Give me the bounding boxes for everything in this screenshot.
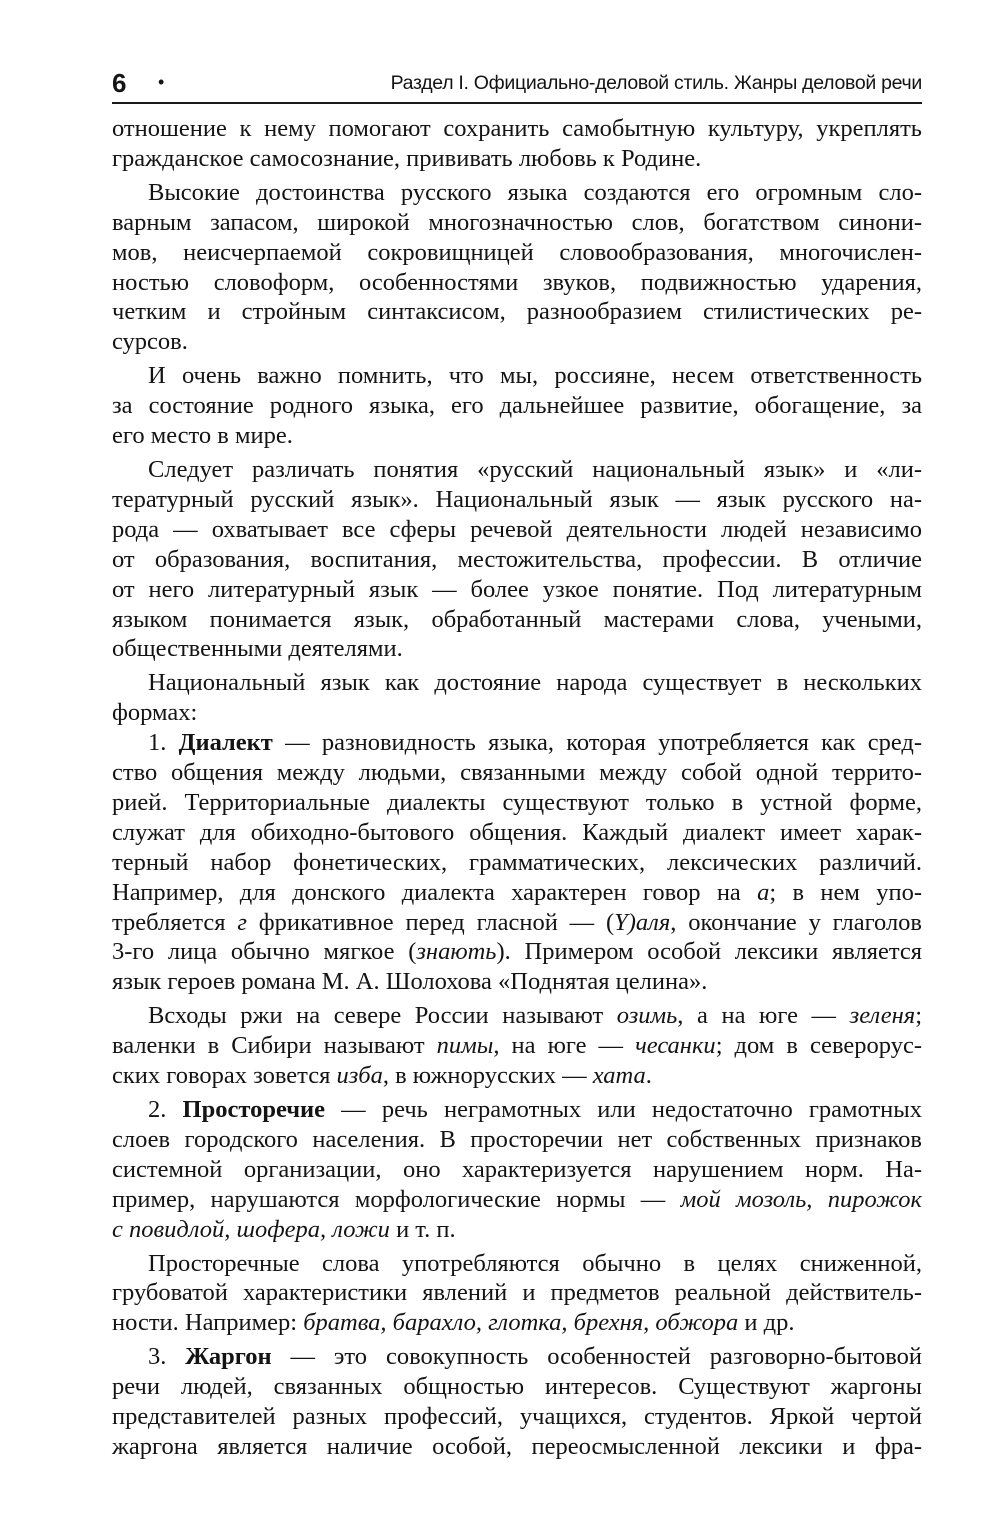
text-line	[112, 878, 922, 908]
page-number: 6	[112, 68, 127, 98]
text-line: формах:	[112, 699, 198, 727]
text-run: и т. п.	[389, 1215, 456, 1243]
paragraph	[112, 361, 922, 451]
text-line: ностью словоформ, особенностями звуков, подвижностью ударения,	[112, 268, 922, 296]
text-run: 3-го лица обычно мягкое (	[112, 938, 417, 966]
paragraph	[112, 1001, 922, 1091]
text-line: тературный русский язык». Национальный язык — язык русского на-	[112, 485, 922, 513]
list-number: 2.	[148, 1096, 183, 1123]
text-line: мов, неисчерпаемой сокровищницей словообразования, многочислен-	[112, 238, 922, 266]
text-run: пример, нарушаются морфологические нормы —	[112, 1185, 681, 1213]
text-line: жаргона является наличие особой, переосмысленной лексики и фра-	[112, 1432, 922, 1460]
text-line	[112, 1308, 922, 1338]
example-italic: чесанки	[635, 1032, 716, 1060]
paragraph-prostorechie	[112, 1095, 922, 1245]
text-line: общественными деятелями.	[112, 635, 403, 663]
text-line: Национальный язык как достояние народа существует в нескольких	[148, 669, 922, 697]
example-italic: а	[757, 878, 770, 906]
paragraph-dialect	[112, 728, 922, 997]
text-run: Например, для донского диалекта характерен говор на	[112, 878, 758, 906]
text-run: ). Примером особой лексики является	[496, 938, 922, 966]
text-line: Просторечные слова употребляются обычно в целях сниженной,	[148, 1249, 922, 1277]
text-run: , на юге —	[493, 1032, 636, 1060]
paragraph	[112, 178, 922, 357]
text-run: ности. Например:	[112, 1309, 304, 1337]
text-line: варным запасом, широкой многозначностью слов, богатством синони-	[112, 208, 922, 236]
example-italic: знають	[416, 938, 497, 966]
paragraph-jargon	[112, 1342, 922, 1462]
paragraph	[112, 114, 922, 174]
text-line: за состояние родного языка, его дальнейшее развитие, обогащение, за	[112, 392, 922, 420]
example-italic: озимь	[616, 1002, 678, 1030]
running-header	[112, 66, 922, 104]
text-run: .	[645, 1062, 652, 1090]
example-italic: мой мозоль, пирожок	[680, 1185, 923, 1213]
text-line: от образования, воспитания, местожительства, профессии. В отличие	[112, 545, 922, 573]
text-run: — это совокупность особенностей разговорно-бытовой	[271, 1343, 923, 1371]
text-run: , окончание у глаголов	[670, 908, 922, 936]
text-run: , в южнорусских —	[382, 1062, 593, 1090]
text-run: ;	[915, 1002, 923, 1030]
text-line: ство общения между людьми, связанными между собой одной террито-	[112, 759, 922, 787]
text-line	[112, 1095, 922, 1125]
text-run: фрикативное перед гласной — (	[246, 908, 615, 936]
paragraph	[112, 455, 922, 664]
text-run: ских говорах зовется	[112, 1062, 337, 1090]
page-body	[112, 114, 922, 1462]
running-title: Раздел I. Официально-деловой стиль. Жанры деловой речи	[390, 72, 922, 94]
text-line: рией. Территориальные диалекты существуют только в устной форме,	[112, 788, 922, 816]
text-line: гражданское самосознание, прививать любовь к Родине.	[112, 144, 702, 172]
text-run: — речь неграмотных или недостаточно грамотных	[325, 1096, 922, 1123]
text-line: речи людей, связанных общностью интересов. Существуют жаргоны	[112, 1373, 922, 1401]
text-line: И очень важно помнить, что мы, россияне, несем ответственность	[148, 362, 922, 390]
example-italic: пимы	[436, 1032, 494, 1060]
example-italic: зеленя	[849, 1002, 916, 1030]
text-line: грубоватой характеристики явлений и предметов реальной действитель-	[112, 1279, 922, 1307]
text-line	[112, 1061, 922, 1091]
paragraph	[112, 668, 922, 728]
text-run: ; дом в северорус-	[715, 1032, 923, 1060]
text-line: терный набор фонетических, грамматических, лексических различий.	[112, 848, 922, 876]
example-italic: хата	[592, 1062, 646, 1090]
text-line: его место в мире.	[112, 422, 293, 450]
text-line	[112, 1185, 922, 1215]
text-line	[112, 937, 922, 967]
text-line	[112, 728, 922, 758]
example-italic: изба	[336, 1062, 383, 1090]
text-run: и др.	[738, 1309, 795, 1337]
text-line	[112, 1031, 922, 1061]
text-run: ; в нем упо-	[769, 878, 923, 906]
term-jargon: Жаргон	[185, 1343, 272, 1371]
bullet-icon: •	[158, 72, 165, 92]
text-line: рода — охватывает все сферы речевой деятельности людей независимо	[112, 515, 922, 543]
example-italic: г	[237, 908, 247, 936]
text-line: слоев городского населения. В просторечии нет собственных признаков	[112, 1125, 922, 1153]
text-line: Высокие достоинства русского языка создаются его огромным сло-	[148, 178, 922, 206]
text-line: язык героев романа М. А. Шолохова «Поднятая целина».	[112, 968, 708, 996]
paragraph	[112, 1249, 922, 1339]
list-number: 3.	[148, 1343, 186, 1371]
text-line	[112, 1215, 922, 1245]
text-run: валенки в Сибири называют	[112, 1032, 437, 1060]
text-line: служат для обиходно-бытового общения. Каждый диалект имеет харак-	[112, 818, 922, 846]
text-run: , а на юге —	[677, 1002, 850, 1030]
list-number: 1.	[148, 729, 179, 757]
example-italic: с повидлой, шофера, ложи	[112, 1215, 390, 1243]
text-run: Всходы ржи на севере России называют	[148, 1002, 617, 1030]
text-run: — разновидность языка, которая употребляется как сред-	[272, 729, 922, 757]
text-line: языком понимается язык, обработанный мастерами слова, учеными,	[112, 605, 922, 633]
text-line: отношение к нему помогают сохранить самобытную культуру, укреплять	[112, 115, 922, 142]
text-line	[112, 1342, 922, 1372]
text-line	[112, 908, 922, 938]
text-line: сурсов.	[112, 328, 188, 356]
text-line: четким и стройным синтаксисом, разнообразием стилистических ре-	[112, 298, 922, 326]
text-line: Следует различать понятия «русский национальный язык» и «ли-	[148, 455, 922, 483]
example-italic: братва, барахло, глотка, брехня, обжора	[303, 1309, 739, 1337]
text-line: представителей разных профессий, учащихся, студентов. Яркой чертой	[112, 1403, 922, 1431]
text-line	[112, 1001, 922, 1031]
term-dialect: Диалект	[178, 729, 273, 757]
example-italic: Y)аля	[614, 908, 671, 936]
text-run: требляется	[112, 908, 238, 936]
term-prostorechie: Просторечие	[182, 1096, 326, 1123]
text-line: от него литературный язык — более узкое понятие. Под литературным	[112, 575, 922, 603]
text-line: системной организации, оно характеризуется нарушением норм. На-	[112, 1155, 922, 1183]
